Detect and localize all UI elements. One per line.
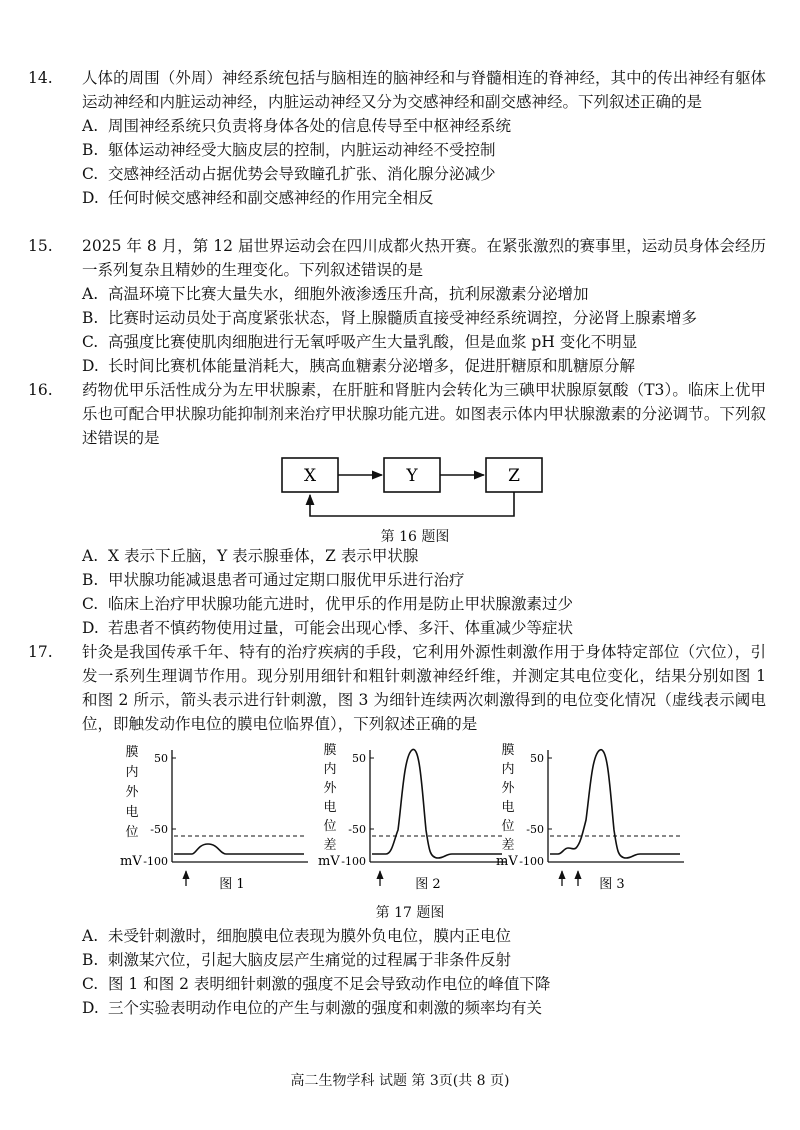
membrane-potential-curve [174, 844, 304, 854]
ylabel-char: 外 [501, 781, 515, 796]
option-b: B. 刺激某穴位，引起大脑皮层产生痛觉的过程属于非条件反射 [82, 951, 512, 969]
option-a: A. X 表示下丘脑，Y 表示腺垂体，Z 表示甲状腺 [82, 547, 419, 565]
ylabel-char: 内 [125, 765, 139, 780]
fig17-caption: 第 17 题图 [375, 905, 445, 921]
ylabel-char: 膜 [323, 743, 337, 758]
question-number: 15. [28, 237, 53, 255]
fig17-graph-2 [316, 740, 515, 900]
question-stem: 人体的周围（外周）神经系统包括与脑相连的脑神经和与脊髓相连的脊神经，其中的传出神经有躯体运动神经和内脏运动神经，内脏运动神经又分为交感神经和副交感神经。下列叙述正确的是 [82, 69, 766, 111]
option-c: C. 临床上治疗甲状腺功能亢进时，优甲乐的作用是防止甲状腺激素过少 [82, 595, 574, 613]
option-d: D. 若患者不慎药物使用过量，可能会出现心悸、多汗、体重减少等症状 [82, 619, 574, 637]
unit-label: mV [318, 854, 340, 869]
box-x-label: X [303, 466, 317, 486]
ylabel-char: 位 [323, 819, 337, 834]
question-number: 17. [28, 643, 53, 661]
option-b: B. 比赛时运动员处于高度紧张状态，肾上腺髓质直接受神经系统调控，分泌肾上腺素增多 [82, 309, 698, 327]
ylabel-char: 外 [125, 785, 139, 800]
tick-minus-50: -50 [526, 823, 544, 836]
tick-minus-100: -100 [143, 855, 168, 868]
unit-label: mV [120, 854, 142, 869]
ylabel-char: 电 [501, 800, 515, 815]
option-b: B. 躯体运动神经受大脑皮层的控制，内脏运动神经不受控制 [82, 141, 496, 159]
fig17-graph-1 [118, 740, 314, 900]
tick-50: 50 [352, 752, 366, 765]
question-number: 16. [28, 381, 53, 399]
question-number: 14. [28, 69, 53, 87]
ylabel-char: 电 [125, 805, 139, 820]
option-a: A. 未受针刺激时，细胞膜电位表现为膜外负电位，膜内正电位 [82, 927, 512, 945]
tick-50: 50 [530, 752, 544, 765]
question-stem: 2025 年 8 月，第 12 届世界运动会在四川成都火热开赛。在紧张激烈的赛事里，运动员身体会经历一系列复杂且精妙的生理变化。下列叙述错误的是 [82, 237, 766, 279]
option-d: D. 三个实验表明动作电位的产生与刺激的强度和刺激的频率均有关 [82, 999, 543, 1017]
question-17-options [28, 924, 766, 1020]
question-16-options [28, 544, 766, 640]
feedback-arrow [310, 492, 514, 516]
ylabel-char: 内 [501, 762, 515, 777]
fig-label-2: 图 2 [415, 877, 441, 892]
option-d: D. 长时间比赛机体能量消耗大，胰高血糖素分泌增多，促进肝糖原和肌糖原分解 [82, 357, 636, 375]
box-y-label: Y [406, 466, 418, 486]
ylabel-char: 差 [323, 838, 337, 853]
question-stem: 药物优甲乐活性成分为左甲状腺素，在肝脏和肾脏内会转化为三碘甲状腺原氨酸（T3）。临床上优甲乐也可配合甲状腺功能抑制剂来治疗甲状腺功能亢进。如图表示体内甲状腺激素的分泌调节。下列叙述错误的是 [82, 381, 766, 447]
tick-minus-100: -100 [519, 855, 544, 868]
page-footer: 高二生物学科 试题 第 3页(共 8 页) [290, 1073, 510, 1089]
membrane-potential-curve [550, 750, 680, 858]
membrane-potential-curve [372, 749, 502, 858]
tick-50: 50 [154, 752, 168, 765]
fig17-graph-3 [494, 740, 690, 900]
question-15 [28, 234, 766, 378]
ylabel-char: 位 [125, 825, 139, 840]
option-a: A. 高温环境下比赛大量失水，细胞外液渗透压升高，抗利尿激素分泌增加 [82, 285, 589, 303]
option-a: A. 周围神经系统只负责将身体各处的信息传导至中枢神经系统 [82, 117, 512, 135]
ylabel-char: 差 [501, 838, 515, 853]
ylabel-char: 内 [323, 762, 337, 777]
fig16-caption: 第 16 题图 [380, 529, 450, 545]
question-14 [28, 66, 766, 210]
fig-label-1: 图 1 [219, 877, 245, 892]
option-d: D. 任何时候交感神经和副交感神经的作用完全相反 [82, 189, 434, 207]
question-17 [28, 640, 766, 736]
option-c: C. 高强度比赛使肌肉细胞进行无氧呼吸产生大量乳酸，但是血浆 pH 变化不明显 [82, 333, 638, 351]
ylabel-char: 电 [323, 800, 337, 815]
ylabel-char: 膜 [501, 743, 515, 758]
unit-label: mV [496, 854, 518, 869]
fig16-diagram [270, 452, 560, 524]
tick-minus-50: -50 [150, 823, 168, 836]
ylabel-char: 膜 [125, 745, 139, 760]
question-16 [28, 378, 766, 450]
tick-minus-50: -50 [348, 823, 366, 836]
tick-minus-100: -100 [341, 855, 366, 868]
option-c: C. 图 1 和图 2 表明细针刺激的强度不足会导致动作电位的峰值下降 [82, 975, 551, 993]
question-stem: 针灸是我国传承千年、特有的治疗疾病的手段，它利用外源性刺激作用于身体特定部位（穴位），引发一系列生理调节作用。现分别用细针和粗针刺激神经纤维，并测定其电位变化，结果分别如图 1 和图 2 所示，箭头表示进行针刺激，图 3 为细针连续两次刺激得到的电位变化情况（虚线表示阈电位，即触发动作电位的膜电位临界值），下列叙述正确的是 [82, 643, 766, 733]
box-z-label: Z [508, 466, 520, 486]
option-b: B. 甲状腺功能减退患者可通过定期口服优甲乐进行治疗 [82, 571, 465, 589]
fig-label-3: 图 3 [599, 877, 625, 892]
ylabel-char: 外 [323, 781, 337, 796]
option-c: C. 交感神经活动占据优势会导致瞳孔扩张、消化腺分泌减少 [82, 165, 496, 183]
ylabel-char: 位 [501, 819, 515, 834]
